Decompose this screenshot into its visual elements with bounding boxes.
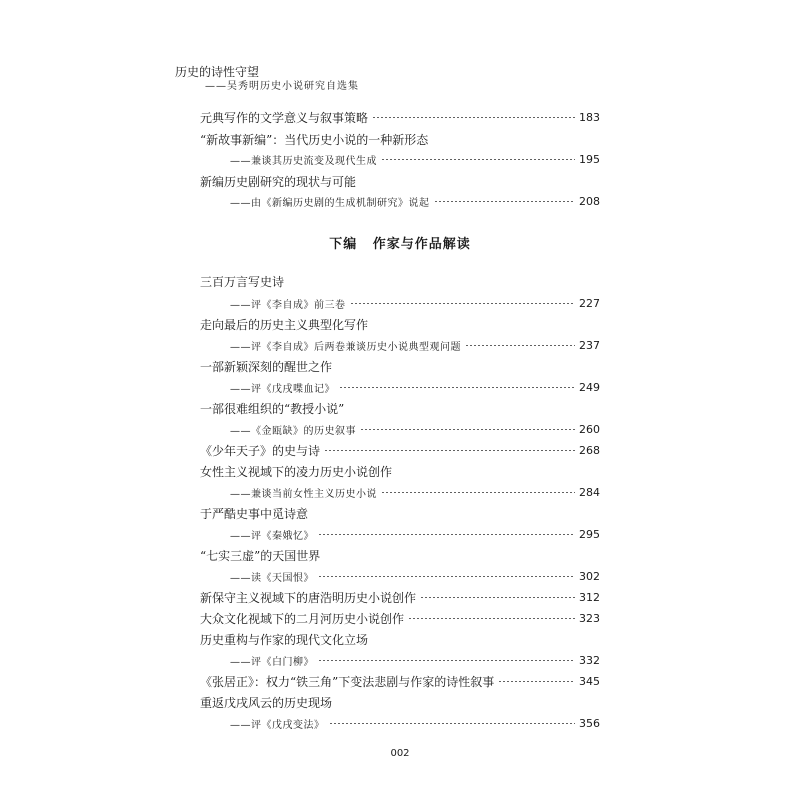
toc-entry-title: ——评《戊戌喋血记》 xyxy=(230,383,335,395)
toc-entry-page: 195 xyxy=(579,152,600,166)
toc-entry[interactable] xyxy=(200,462,600,480)
toc-entry-title: ——评《白门柳》 xyxy=(230,656,314,668)
section-heading: 下编 作家与作品解读 xyxy=(329,237,471,252)
toc-entry-title: 元典写作的文学意义与叙事策略 xyxy=(200,110,369,125)
toc-entry-title: “新故事新编”：当代历史小说的一种新形态 xyxy=(200,132,429,147)
toc-entry-title: ——评《李自成》前三卷 xyxy=(230,299,346,311)
toc-entry-title: 一部新颖深刻的醒世之作 xyxy=(200,359,333,374)
toc-entry-title: ——评《秦娥忆》 xyxy=(230,530,314,542)
toc-entry[interactable] xyxy=(200,546,600,564)
toc-entry-title: 三百万言写史诗 xyxy=(200,274,285,289)
dot-leader xyxy=(339,387,575,388)
dot-leader xyxy=(360,429,575,430)
dot-leader xyxy=(318,660,575,661)
toc-entry-page: 237 xyxy=(579,338,600,352)
toc-subentry[interactable] xyxy=(230,714,600,732)
page-number: 002 xyxy=(390,748,410,759)
toc-entry[interactable] xyxy=(200,399,600,417)
toc-entry[interactable] xyxy=(200,315,600,333)
toc-entry-page: 356 xyxy=(579,716,600,730)
toc-entry-page: 183 xyxy=(579,110,600,124)
dot-leader xyxy=(318,576,575,577)
toc-entry-page: 284 xyxy=(579,485,600,499)
toc-entry-page: 249 xyxy=(579,380,600,394)
toc-entry-page: 302 xyxy=(579,569,600,583)
book-title: 历史的诗性守望 xyxy=(175,65,260,79)
dot-leader xyxy=(324,450,575,451)
toc-entry-page: 268 xyxy=(579,443,600,457)
dot-leader xyxy=(408,618,575,619)
toc-entry[interactable] xyxy=(200,441,600,459)
dot-leader xyxy=(434,201,576,202)
toc-entry-title: ——评《李自成》后两卷兼谈历史小说典型观问题 xyxy=(230,341,461,353)
dot-leader xyxy=(381,159,575,160)
dot-leader xyxy=(329,723,576,724)
toc-entry-title: ——《金瓯缺》的历史叙事 xyxy=(230,425,356,437)
book-subtitle: ——吴秀明历史小说研究自选集 xyxy=(205,81,359,92)
toc-subentry[interactable] xyxy=(230,567,600,585)
dot-leader xyxy=(350,303,576,304)
toc-entry-page: 332 xyxy=(579,653,600,667)
toc-subentry[interactable] xyxy=(230,150,600,168)
toc-entry-title: 重返戊戌风云的历史现场 xyxy=(200,695,333,710)
toc-entry-page: 323 xyxy=(579,611,600,625)
toc-entry-title: 新编历史剧研究的现状与可能 xyxy=(200,174,357,189)
toc-entry[interactable] xyxy=(200,504,600,522)
toc-subentry[interactable] xyxy=(230,378,600,396)
toc-entry[interactable] xyxy=(200,108,600,126)
toc-entry-page: 312 xyxy=(579,590,600,604)
toc-subentry[interactable] xyxy=(230,420,600,438)
toc-entry-page: 208 xyxy=(579,194,600,208)
toc-entry-title: “七实三虚”的天国世界 xyxy=(200,548,321,563)
toc-entry[interactable] xyxy=(200,272,600,290)
toc-entry-title: ——兼谈当前女性主义历史小说 xyxy=(230,488,377,500)
dot-leader xyxy=(372,117,575,118)
toc-subentry[interactable] xyxy=(230,525,600,543)
dot-leader xyxy=(420,597,575,598)
dot-leader xyxy=(465,345,575,346)
toc-entry[interactable] xyxy=(200,130,600,148)
toc-entry-title: 走向最后的历史主义典型化写作 xyxy=(200,317,369,332)
toc-entry-title: ——读《天国恨》 xyxy=(230,572,314,584)
toc-entry[interactable] xyxy=(200,588,600,606)
dot-leader xyxy=(318,534,575,535)
toc-subentry[interactable] xyxy=(230,483,600,501)
dot-leader xyxy=(381,492,575,493)
toc-subentry[interactable] xyxy=(230,336,600,354)
toc-entry-page: 295 xyxy=(579,527,600,541)
toc-entry-title: 《张居正》：权力“铁三角”下变法悲剧与作家的诗性叙事 xyxy=(200,674,495,689)
toc-entry-title: 历史重构与作家的现代文化立场 xyxy=(200,632,369,647)
toc-entry-title: ——兼谈其历史流变及现代生成 xyxy=(230,155,377,167)
toc-entry[interactable] xyxy=(200,357,600,375)
running-head xyxy=(175,64,359,94)
toc-entry-title: 一部很难组织的“教授小说” xyxy=(200,401,345,416)
toc-entry-title: 新保守主义视域下的唐浩明历史小说创作 xyxy=(200,590,417,605)
toc-entry-title: ——由《新编历史剧的生成机制研究》说起 xyxy=(230,197,430,209)
toc-entry-title: 于严酷史事中觅诗意 xyxy=(200,506,309,521)
toc-entry[interactable] xyxy=(200,672,600,690)
toc-entry-title: 大众文化视域下的二月河历史小说创作 xyxy=(200,611,405,626)
toc-subentry[interactable] xyxy=(230,192,600,210)
toc-entry[interactable] xyxy=(200,172,600,190)
toc-entry[interactable] xyxy=(200,693,600,711)
dot-leader xyxy=(498,681,575,682)
toc-entry-page: 227 xyxy=(579,296,600,310)
toc-entry[interactable] xyxy=(200,609,600,627)
toc-entry-title: ——评《戊戌变法》 xyxy=(230,719,325,731)
toc-entry-title: 《少年天子》的史与诗 xyxy=(200,443,321,458)
toc-subentry[interactable] xyxy=(230,294,600,312)
toc-entry[interactable] xyxy=(200,630,600,648)
toc-subentry[interactable] xyxy=(230,651,600,669)
toc-entry-page: 260 xyxy=(579,422,600,436)
toc-entry-title: 女性主义视域下的凌力历史小说创作 xyxy=(200,464,393,479)
toc-entry-page: 345 xyxy=(579,674,600,688)
